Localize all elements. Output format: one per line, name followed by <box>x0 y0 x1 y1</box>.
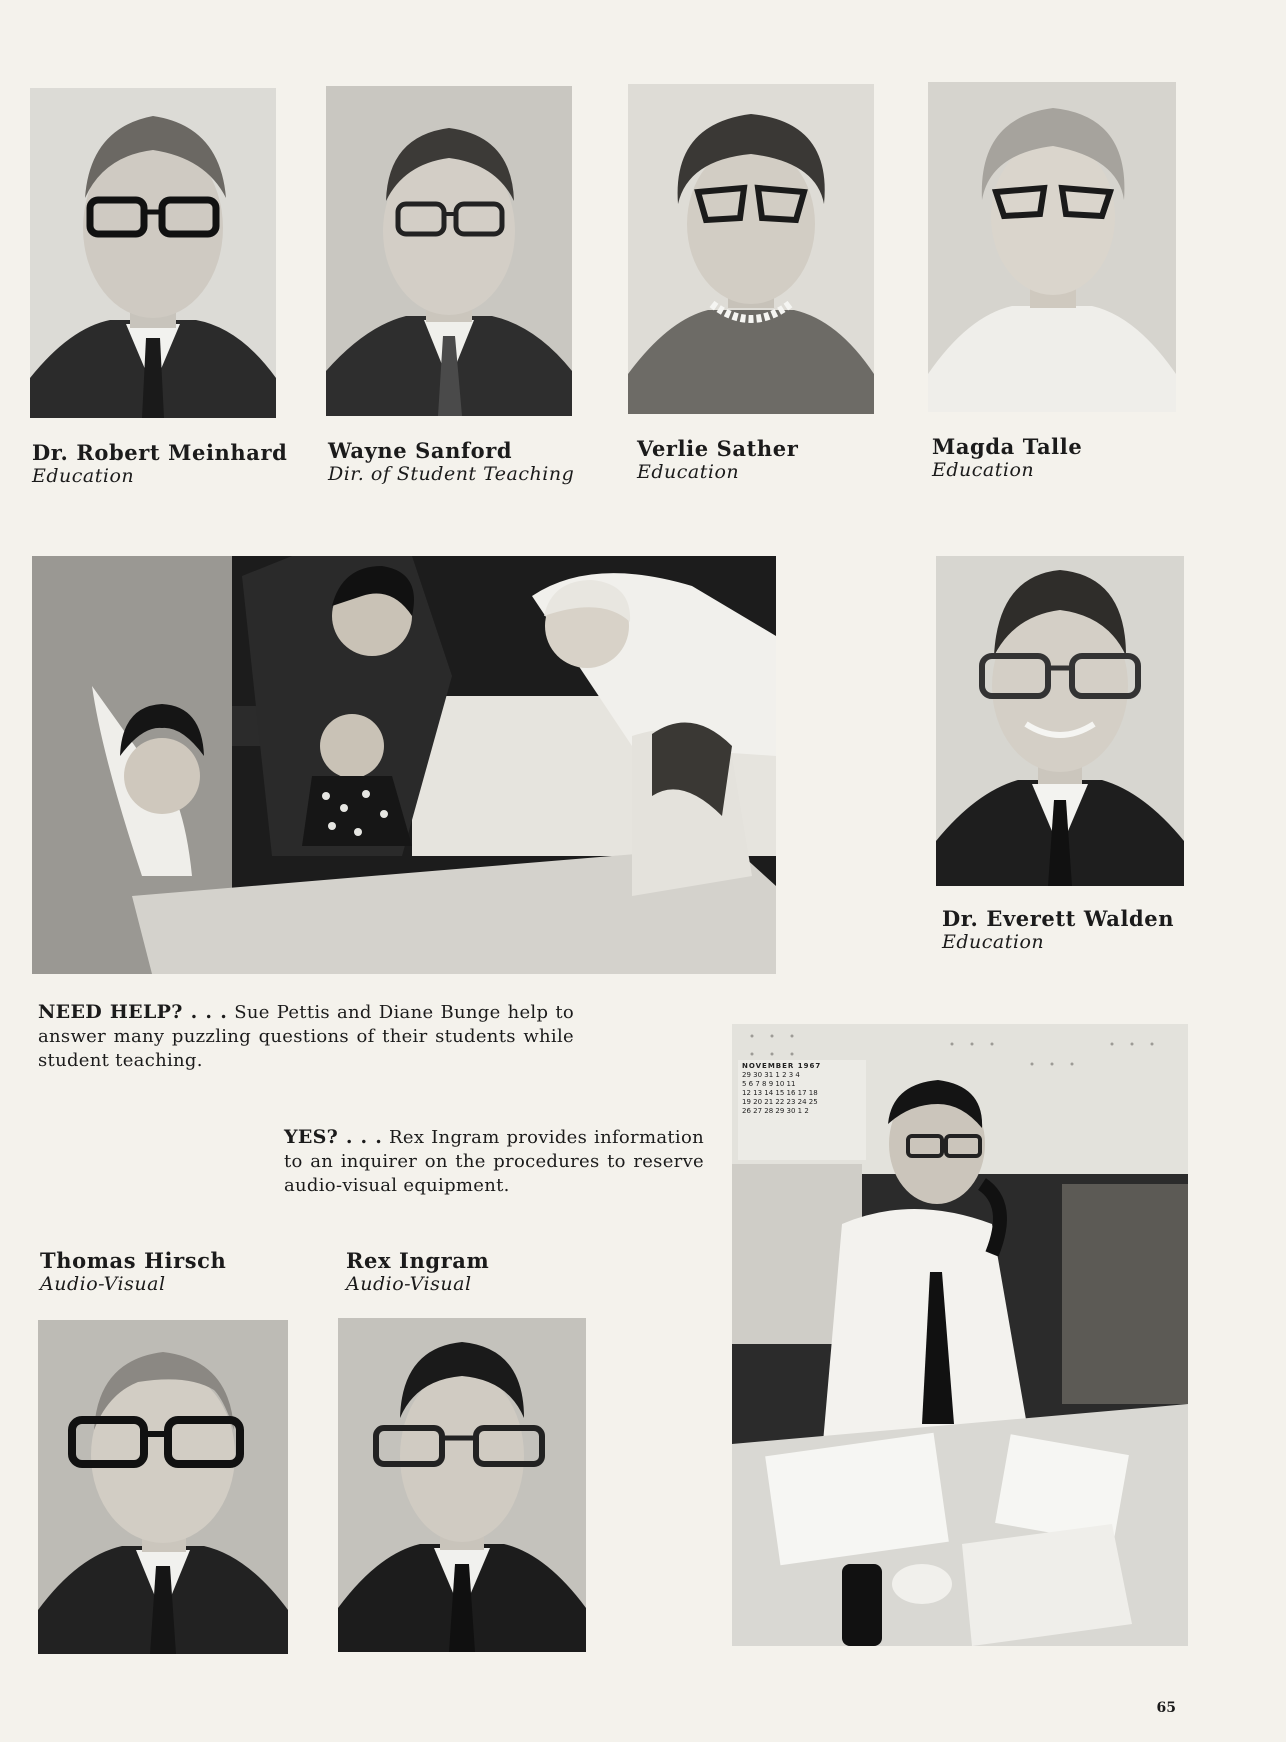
calendar-row: 29 30 31 1 2 3 4 <box>742 1071 800 1079</box>
calendar-month: NOVEMBER 1967 <box>742 1062 822 1070</box>
portrait-figure <box>30 88 276 418</box>
portrait-name: Dr. Robert Meinhard <box>32 440 288 465</box>
calendar-row: 12 13 14 15 16 17 18 <box>742 1089 818 1097</box>
portrait-figure <box>338 1318 586 1652</box>
office-caption <box>284 1125 704 1198</box>
portrait-name: Wayne Sanford <box>328 438 513 463</box>
portrait-caption-sanford <box>328 438 574 486</box>
portrait-figure <box>38 1320 288 1654</box>
wall-calendar <box>738 1060 866 1160</box>
classroom-caption <box>38 1000 574 1073</box>
portrait-role: Education <box>932 459 1035 482</box>
portrait-name: Rex Ingram <box>346 1248 490 1273</box>
portrait-photo-sanford <box>326 86 572 416</box>
classroom-photo <box>32 556 776 974</box>
portrait-name: Dr. Everett Walden <box>942 906 1175 931</box>
portrait-photo-hirsch <box>38 1320 288 1654</box>
portrait-role: Education <box>32 465 135 488</box>
portrait-photo-walden <box>936 556 1184 886</box>
portrait-role: Audio-Visual <box>40 1273 166 1296</box>
office-caption-lead: YES? . . . <box>284 1126 383 1148</box>
portrait-role: Audio-Visual <box>346 1273 472 1296</box>
classroom-caption-text: Sue Pettis and Diane Bunge help to answer many puzzling questions of their students while student teaching. <box>38 1002 575 1071</box>
portrait-figure <box>326 86 572 416</box>
calendar-row: 26 27 28 29 30 1 2 <box>742 1107 809 1115</box>
portrait-caption-hirsch <box>40 1248 226 1296</box>
portrait-figure <box>936 556 1184 886</box>
page-number: 65 <box>1156 1700 1176 1716</box>
portrait-role: Education <box>942 931 1045 954</box>
portrait-caption-walden <box>942 906 1174 954</box>
portrait-photo-sather <box>628 84 874 414</box>
portrait-figure <box>628 84 874 414</box>
portrait-caption-ingram <box>346 1248 489 1296</box>
portrait-photo-talle <box>928 82 1176 412</box>
office-photo <box>732 1024 1188 1646</box>
portrait-role: Education <box>637 461 740 484</box>
portrait-caption-sather <box>637 436 798 484</box>
calendar-row: 5 6 7 8 9 10 11 <box>742 1080 796 1088</box>
portrait-name: Thomas Hirsch <box>40 1248 227 1273</box>
portrait-role: Dir. of Student Teaching <box>328 463 575 486</box>
classroom-scene <box>32 556 776 974</box>
portrait-caption-meinhard <box>32 440 287 488</box>
portrait-name: Magda Talle <box>932 434 1083 459</box>
calendar-row: 19 20 21 22 23 24 25 <box>742 1098 818 1106</box>
portrait-photo-meinhard <box>30 88 276 418</box>
classroom-caption-lead: NEED HELP? . . . <box>38 1001 228 1023</box>
office-caption-text: Rex Ingram provides information to an inquirer on the procedures to reserve audio-visual equipment. <box>284 1127 704 1196</box>
portrait-caption-talle <box>932 434 1082 482</box>
portrait-figure <box>928 82 1176 412</box>
portrait-name: Verlie Sather <box>637 436 799 461</box>
portrait-photo-ingram <box>338 1318 586 1652</box>
